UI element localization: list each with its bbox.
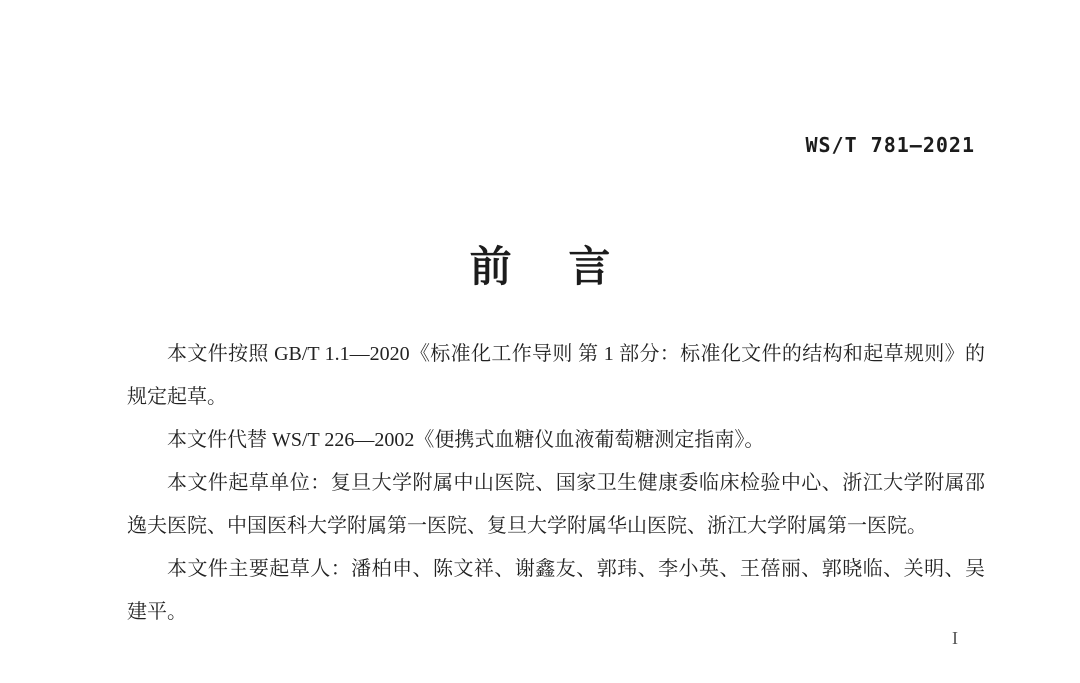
paragraph-main-drafters: 本文件主要起草人：潘柏申、陈文祥、谢鑫友、郭玮、李小英、王蓓丽、郭晓临、关明、吴建平。 [127,558,985,623]
standard-code-label: WS/T 781—2021 [805,133,975,157]
foreword-body [127,333,985,634]
paragraph-drafting-organizations: 本文件起草单位：复旦大学附属中山医院、国家卫生健康委临床检验中心、浙江大学附属邵逸夫医院、中国医科大学附属第一医院、复旦大学附属华山医院、浙江大学附属第一医院。 [127,472,985,537]
page-number: I [952,628,958,648]
paragraph-replaces-standard: 本文件代替 WS/T 226—2002《便携式血糖仪血液葡萄糖测定指南》。 [167,429,765,451]
paragraph-drafting-rules: 本文件按照 GB/T 1.1—2020《标准化工作导则 第 1 部分：标准化文件的结构和起草规则》的规定起草。 [127,343,985,408]
page-title: 前言 [469,243,668,290]
